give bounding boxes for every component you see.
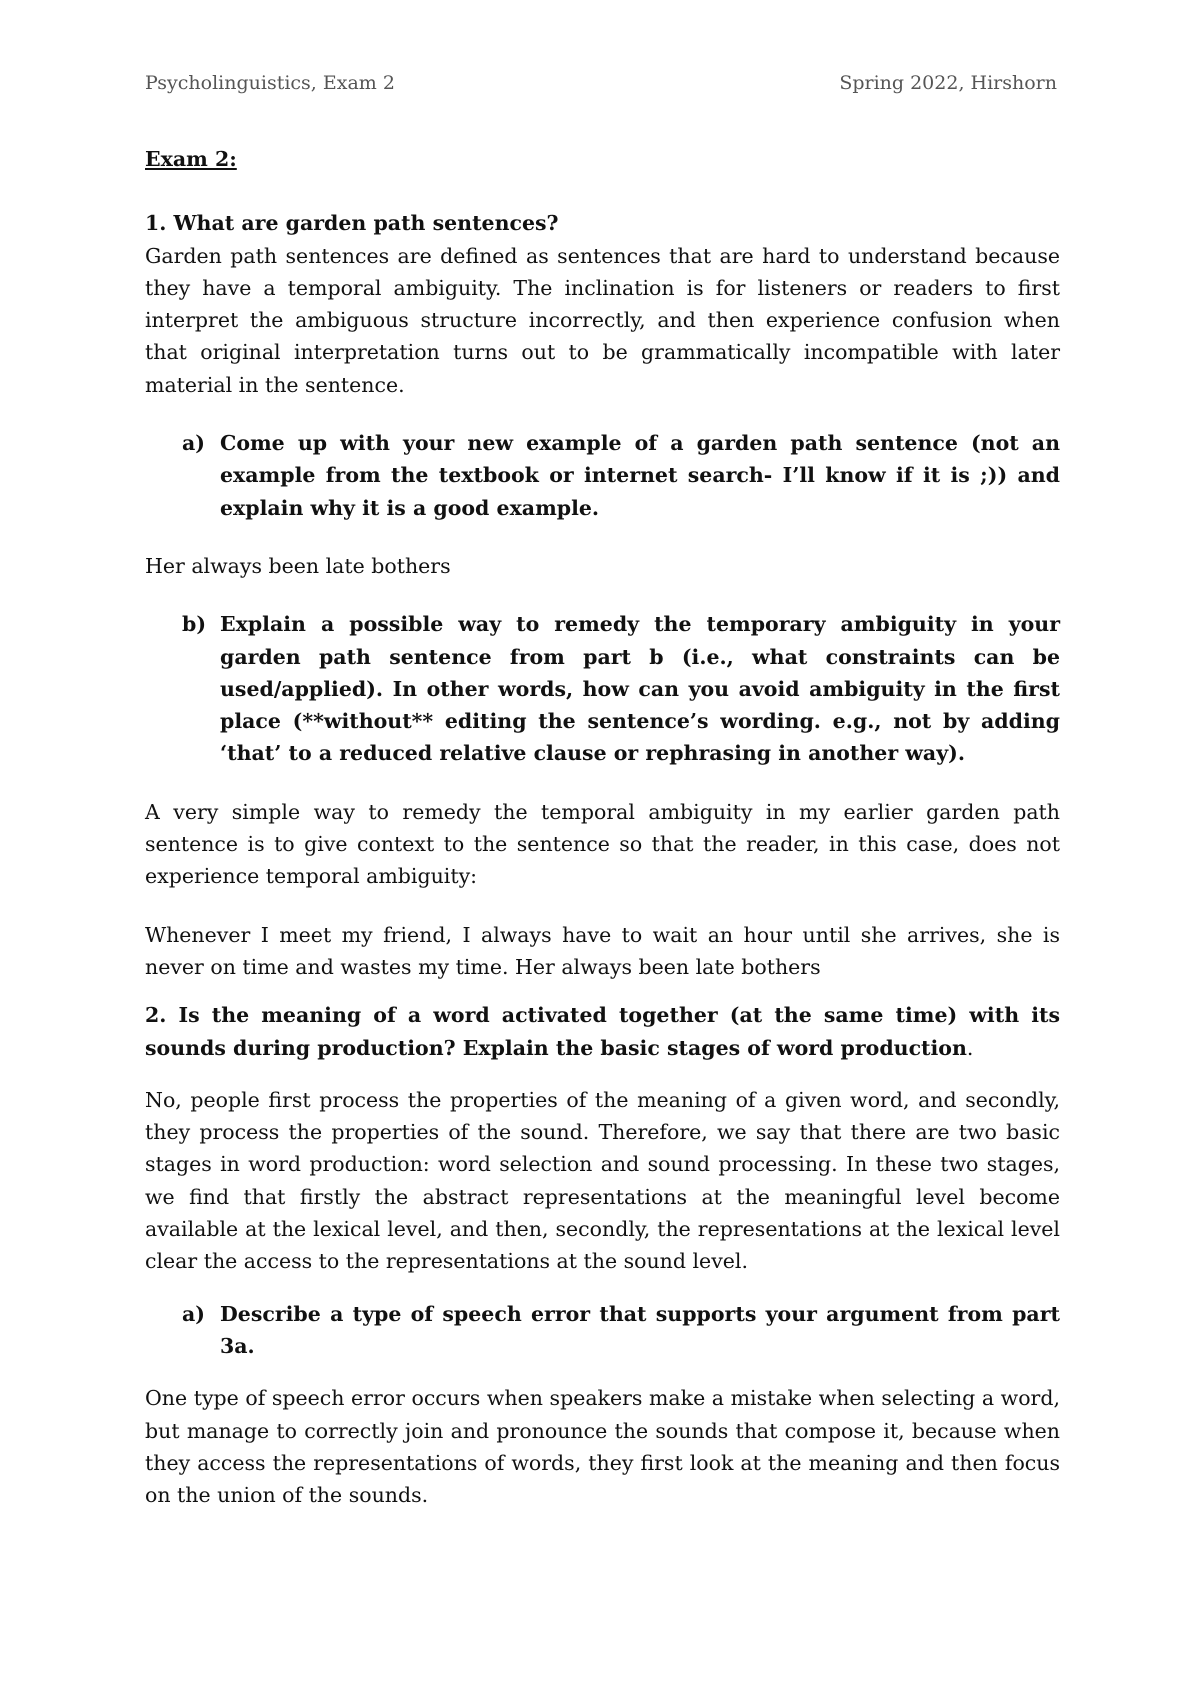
q2a-text: Describe a type of speech error that supports your argument from part 3a. [220, 1301, 1060, 1358]
exam-title: Exam 2: [145, 147, 237, 171]
q1a-question [145, 427, 1060, 524]
q2a-label: a) [182, 1301, 205, 1326]
q1b-example: Whenever I meet my friend, I always have to wait an hour until she arrives, she is never on time and wastes my time. Her always been late bothers [145, 922, 1060, 979]
q2-question [145, 999, 1060, 1064]
q1b-question [145, 608, 1060, 769]
q1b-answer: A very simple way to remedy the temporal ambiguity in my earlier garden path sentence is to give context to the sentence so that the reader, in this case, does not experience temporal ambiguity: [145, 799, 1060, 889]
q1a-answer: Her always been late bothers [145, 553, 451, 578]
q1b-label: b) [182, 612, 207, 637]
q2-question-period: . [966, 1035, 974, 1060]
q1a-text: Come up with your new example of a garden path sentence (not an example from the textbook or internet search- I’ll know if it is ;)) and explain why it is a good example. [220, 431, 1060, 520]
page-header [145, 72, 1057, 94]
header-course: Psycholinguistics, Exam 2 [145, 72, 395, 94]
header-term: Spring 2022, Hirshorn [839, 72, 1057, 94]
q2a-question [145, 1298, 1060, 1363]
q2a-answer: One type of speech error occurs when speakers make a mistake when selecting a word, but manage to correctly join and pronounce the sounds that compose it, because when they access the representations of words, they first look at the meaning and then focus on the union of the sounds. [145, 1386, 1060, 1508]
q1b-text: Explain a possible way to remedy the temporary ambiguity in your garden path sentence from part b (i.e., what constraints can be used/applied). In other words, how can you avoid ambiguity in the first place (**without** editing the sentence’s wording. e.g., not by adding ‘that’ to a reduced relative clause or rephrasing in another way). [220, 612, 1060, 766]
q1a-label: a) [182, 431, 205, 456]
q2-question-text: 2. Is the meaning of a word activated together (at the same time) with its sounds during production? Explain the basic stages of word production [145, 1003, 1060, 1060]
q2-answer: No, people first process the properties of the meaning of a given word, and secondly, they process the properties of the sound. Therefore, we say that there are two basic stages in word production: word selection and sound processing. In these two stages, we find that firstly the abstract representations at the meaningful level become available at the lexical level, and then, secondly, the representations at the lexical level clear the access to the representations at the sound level. [145, 1087, 1060, 1274]
document-body [145, 143, 1060, 1511]
q1-answer: Garden path sentences are defined as sentences that are hard to understand because they have a temporal ambiguity. The inclination is for listeners or readers to first interpret the ambiguous structure incorrectly, and then experience confusion when that original interpretation turns out to be grammatically incompatible with later material in the sentence. [145, 243, 1060, 397]
q1-question: 1. What are garden path sentences? [145, 211, 559, 236]
